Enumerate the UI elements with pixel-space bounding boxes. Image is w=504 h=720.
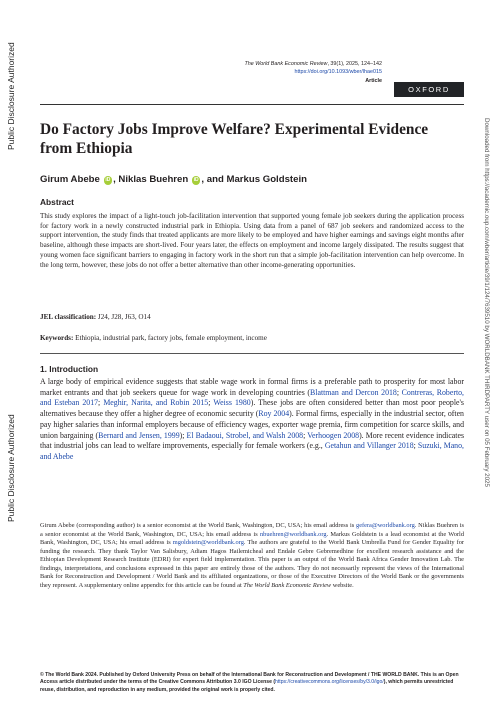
orcid-icon[interactable]: iD <box>105 177 111 183</box>
email-link[interactable]: mgoldstein@worldbank.org <box>172 539 244 546</box>
publisher-logo: OXFORD <box>394 82 464 97</box>
jel-classification <box>40 313 151 321</box>
doi-link[interactable]: https://doi.org/10.1093/wber/lhae015 <box>294 69 382 76</box>
section-heading: 1. Introduction <box>40 364 99 374</box>
disclosure-banner-bottom: Public Disclosure Authorized <box>6 414 16 522</box>
keywords-value: Ethiopia, industrial park, factory jobs, female employment, income <box>73 334 267 342</box>
download-notice: Downloaded from https://academic.oup.com/wber/article/39/1/124/7639510 by WORLDBANK THIRDPARTY user on 05 February 2025 <box>483 118 490 487</box>
citation-link[interactable]: Suzuki, Mano, and Abebe <box>40 441 464 461</box>
header-divider <box>40 104 464 105</box>
license-link[interactable]: https://creativecommons.org/licenses/by/3.0/igo/ <box>275 679 384 686</box>
citation-link[interactable]: Roy 2004 <box>258 409 290 419</box>
abstract-heading: Abstract <box>40 197 74 207</box>
journal-citation: The World Bank Economic Review, 39(1), 2025, 124–142 <box>244 61 382 67</box>
citation-link[interactable]: El Badaoui, Strobel, and Walsh 2008 <box>186 430 304 440</box>
citation-link[interactable]: Blattman and Dercon 2018 <box>310 387 397 397</box>
author-name: , Niklas Buehren <box>113 174 189 185</box>
journal-info <box>244 60 382 85</box>
email-link[interactable]: nbuehren@worldbank.org <box>260 530 327 538</box>
citation-link[interactable]: Weiss 1980 <box>213 398 251 408</box>
author-name: Girum Abebe <box>40 174 100 185</box>
disclosure-banner-top: Public Disclosure Authorized <box>6 42 16 150</box>
introduction-paragraph: A large body of empirical evidence suggests that stable wage work in formal firms is a preferable path to prosperity for most labor market entrants and that job seekers queue for wage work in developing countries (Blattman and Dercon 2018; Contreras, Roberto, and Esteban 2017; Meghir, Narita, and Robin 2015; Weiss 1980). These jobs are often considered better than most poor people's alternatives because they offer a higher degree of economic security (Roy 2004). Formal firms, especially in the industrial sector, often pay higher salaries than informal employers because of efficiency wages, exporter wage premia, firm competition for scarce skills, and union bargaining (Bernard and Jensen, 1999); El Badaoui, Strobel, and Walsh 2008; Verhoogen 2008). More recent evidence indicates that industrial jobs can lead to welfare improvements, especially for female workers (e.g., Getahun and Villanger 2018; Suzuki, Mano, and Abebe <box>40 377 465 461</box>
orcid-icon[interactable]: iD <box>193 177 199 183</box>
masthead <box>40 60 464 96</box>
citation-link[interactable]: Meghir, Narita, and Robin 2015 <box>103 398 209 408</box>
jel-value: J24, J28, J63, O14 <box>96 313 151 321</box>
journal-name: The World Bank Economic Review <box>244 61 328 67</box>
keywords-label: Keywords: <box>40 334 74 342</box>
citation-link[interactable]: Contreras, Roberto, and Esteban 2017 <box>40 387 465 408</box>
citation-link[interactable]: Bernard and Jensen, 1999 <box>98 430 180 440</box>
copyright-notice: © The World Bank 2024. Published by Oxford University Press on behalf of the International Bank for Reconstruction and Development / THE WORLD BANK. This is an Open Access article distributed under the terms of the Creative Commons Attribution 3.0 IGO License (https://creativecommons.org/licenses/by/3.0/igo/), which permits unrestricted reuse, distribution, and reproduction in any medium, provided the original work is properly cited. <box>40 672 459 693</box>
section-divider <box>40 353 464 354</box>
article-type: Article <box>365 77 382 84</box>
citation-link[interactable]: Verhoogen 2008 <box>307 430 360 440</box>
email-link[interactable]: gefera@worldbank.org <box>356 522 415 529</box>
author-footnote: Girum Abebe (corresponding author) is a senior economist at the World Bank, Washington, DC, USA; his email address is gefera@worldbank.org. Niklas Buehren is a senior economist at the World Bank, Washington, DC, USA; his email address is nbuehren@worldbank.org. Markus Goldstein is a lead economist at the World Bank, Washington, DC, USA; his email address is mgoldstein@worldbank.org. The authors are grateful to the World Bank Umbrella Fund for Gender Equality for funding the research. They thank Taylor Van Salisbury, Adiam Hagos Hailemicheal and Endale Gebre Gebremedhine for excellent research assistance and the Ethiopian Development Research Institute (EDRI) for expert field implementation. This paper is an output of the World Bank Africa Gender Innovation Lab. The findings, interpretations, and conclusions expressed in this paper are entirely those of the authors. They do not necessarily represent the views of the International Bank for Reconstruction and Development / World Bank and its affiliated organizations, or those of the Executive Directors of the World Bank or the governments they represent. A supplementary online appendix for this article can be found at The World Bank Economic Review website. <box>40 522 464 589</box>
jel-label: JEL classification: <box>40 313 97 321</box>
author-name: , and Markus Goldstein <box>201 174 307 185</box>
keywords <box>40 334 267 342</box>
author-list <box>40 174 307 185</box>
abstract-text: This study explores the impact of a light-touch job-facilitation intervention that supported young female job seekers during the application process for factory work in a newly constructed industrial park in Ethiopia. Using data from a panel of 687 job seekers and randomized access to the support intervention, the study finds that treated applicants are more likely to be employed and have higher earnings and savings eight months after baseline, although these impacts are short-lived. Four years later, the effects on employment and income largely dissipated. The results suggest that young women face significant barriers to engaging in factory work in the short run that a simple job-facilitation intervention can help overcome. In the long term, however, these jobs do not offer a better alternative than other income-generating opportunities. <box>40 212 464 269</box>
paper-title: Do Factory Jobs Improve Welfare? Experimental Evidence from Ethiopia <box>40 121 429 157</box>
citation-link[interactable]: Getahun and Villanger 2018 <box>324 441 414 451</box>
journal-name-italic: The World Bank Economic Review <box>243 581 332 589</box>
